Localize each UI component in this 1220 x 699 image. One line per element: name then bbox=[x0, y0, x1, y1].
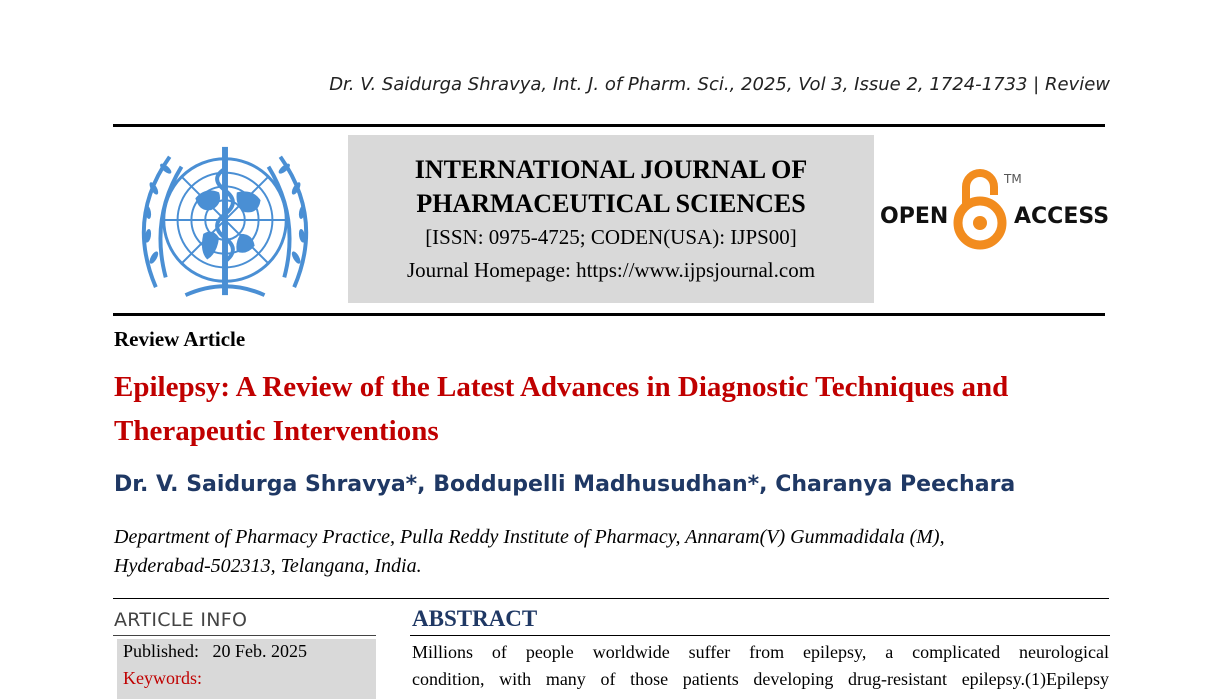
published-label: Published: bbox=[123, 641, 200, 661]
journal-title-line1: INTERNATIONAL JOURNAL OF bbox=[414, 155, 808, 184]
open-access-logo bbox=[880, 165, 1110, 255]
article-info-rule bbox=[113, 635, 376, 636]
published-row bbox=[123, 641, 307, 662]
open-access-tm: TM bbox=[1004, 172, 1022, 186]
affiliation-line1: Department of Pharmacy Practice, Pulla Reddy Institute of Pharmacy, Annaram(V) Gummadidala (M), bbox=[114, 526, 945, 548]
header-bottom-rule bbox=[113, 313, 1105, 316]
journal-title-box bbox=[348, 135, 874, 303]
header-top-rule bbox=[113, 124, 1105, 127]
affiliation-line2: Hyderabad-502313, Telangana, India. bbox=[114, 555, 422, 577]
section-divider bbox=[113, 598, 1109, 599]
article-type: Review Article bbox=[114, 327, 246, 351]
affiliation bbox=[114, 523, 1114, 581]
un-emblem-logo bbox=[126, 139, 324, 305]
abstract-heading: ABSTRACT bbox=[412, 606, 538, 631]
journal-homepage[interactable]: Journal Homepage: https://www.ijpsjournal.com bbox=[406, 258, 816, 282]
author-list: Dr. V. Saidurga Shravya*, Boddupelli Madhusudhan*, Charanya Peechara bbox=[114, 472, 1016, 497]
abstract-rule bbox=[410, 635, 1110, 636]
article-title bbox=[114, 365, 1114, 453]
abstract-line2: condition, with many of those patients developing drug-resistant epilepsy.(1)Epilepsy bbox=[412, 669, 1109, 689]
running-header: Dr. V. Saidurga Shravya, Int. J. of Pharm. Sci., 2025, Vol 3, Issue 2, 1724-1733 | Review bbox=[329, 74, 1110, 95]
abstract-text bbox=[412, 639, 1109, 693]
open-access-word-access: ACCESS bbox=[1014, 204, 1110, 229]
journal-issn: [ISSN: 0975-4725; CODEN(USA): IJPS00] bbox=[425, 225, 797, 249]
article-title-line2: Therapeutic Interventions bbox=[114, 415, 439, 447]
open-access-lock-icon bbox=[958, 173, 1002, 245]
published-value: 20 Feb. 2025 bbox=[212, 641, 308, 661]
journal-title-line2: PHARMACEUTICAL SCIENCES bbox=[416, 189, 806, 218]
article-info-heading: ARTICLE INFO bbox=[114, 609, 248, 631]
abstract-line1: Millions of people worldwide suffer from epilepsy, a complicated neurological bbox=[412, 642, 1109, 662]
article-title-line1: Epilepsy: A Review of the Latest Advances in Diagnostic Techniques and bbox=[114, 371, 1009, 403]
keywords-label: Keywords: bbox=[123, 668, 202, 688]
open-access-word-open: OPEN bbox=[880, 204, 949, 229]
